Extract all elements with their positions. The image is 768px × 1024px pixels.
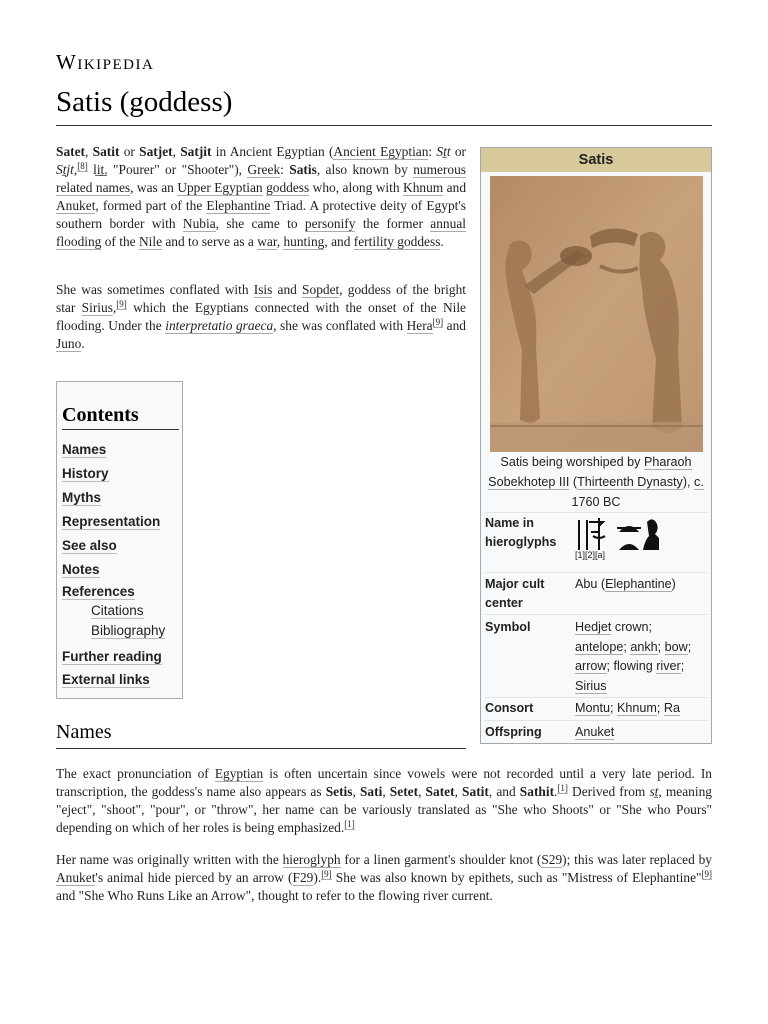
text: and	[443, 318, 466, 333]
bold-term: Satis	[289, 162, 317, 177]
text: :	[280, 162, 290, 177]
text: is often uncertain since vowels were not recorded until a very late period. In transcription, the goddess's name also appears as	[56, 766, 712, 799]
link-river[interactable]: river	[656, 659, 681, 673]
lead-paragraph-1: Satet, Satit or Satjet, Satjit in Ancient Egyptian (Ancient Egyptian: Sṯt or Sṯjt,[8] l͟i͟t. "Pourer" or "Shooter"), Greek: Satis, also known by numerous related names, was an Upper Egyptian goddess who, along with Khnum and Anuket, formed part of the Elephantine Triad. A protective deity of Egypt's southern border with Nubia, she came to personify the former annual flooding of the Nile and to serve as a war, hunting, and fertility goddess.	[56, 144, 467, 249]
text: ;	[623, 639, 631, 654]
toc-title: Contents	[62, 404, 179, 430]
text: who, along with	[309, 180, 404, 195]
text: She was also known by epithets, such as "Mistress of Elephantine"	[331, 870, 702, 885]
link-thirteenth-dynasty[interactable]: Thirteenth Dynasty	[577, 475, 683, 489]
link-greek[interactable]: Greek	[247, 162, 281, 177]
ref-9[interactable]: [9]	[116, 298, 127, 309]
text: , and	[488, 784, 520, 799]
wordmark-text: Wikipedia	[56, 50, 155, 74]
link-anuket[interactable]: Anuket	[56, 198, 96, 213]
text: ;	[656, 701, 664, 715]
bold-term: Setis	[325, 784, 353, 799]
label-symbol: Symbol	[485, 620, 531, 634]
text: Her name was originally written with the	[56, 852, 283, 867]
link-circa[interactable]: c.	[694, 475, 704, 489]
link-nubia[interactable]: Nubia	[182, 216, 216, 231]
title-divider	[56, 125, 712, 126]
value-offspring	[575, 723, 707, 743]
link-antelope[interactable]: antelope	[575, 639, 624, 654]
page-title: Satis (goddess)	[56, 86, 233, 118]
link-pharaoh[interactable]: Pharaoh	[643, 455, 692, 469]
section-heading-names: Names	[56, 721, 112, 743]
link-personify[interactable]: personify	[304, 216, 356, 231]
infobox	[480, 147, 712, 744]
infobox-row-divider	[485, 720, 707, 721]
link-egyptian[interactable]: Egyptian	[214, 766, 264, 781]
toc-item-see-also[interactable]: See also	[62, 538, 117, 553]
link-khnum[interactable]: Khnum	[617, 701, 657, 715]
bold-term: Satjet	[139, 144, 173, 159]
text: ,	[454, 784, 463, 799]
label-offspring: Offspring	[485, 725, 542, 739]
toc-item-references[interactable]: References	[62, 584, 135, 599]
text: or	[450, 144, 466, 159]
wikipedia-wordmark[interactable]	[56, 50, 154, 75]
link-nile[interactable]: Nile	[138, 234, 163, 249]
text: The exact pronunciation of	[56, 766, 215, 781]
text: and	[443, 180, 467, 195]
ref-9[interactable]: [9]	[701, 868, 712, 879]
link-sirius[interactable]: Sirius	[81, 300, 113, 315]
link-arrow[interactable]: arrow	[575, 659, 607, 673]
text: ;	[687, 639, 692, 654]
ref-1[interactable]: [1]	[344, 818, 355, 829]
text: the former	[355, 216, 431, 231]
infobox-caption	[485, 452, 707, 512]
text: ); this was later replaced by	[562, 852, 712, 867]
value-consort	[575, 699, 707, 719]
text: ;	[680, 659, 685, 673]
bold-term: Sati	[359, 784, 383, 799]
link-anuket[interactable]: Anuket	[56, 870, 96, 885]
text: , meaning "eject", "shoot", "pour", or "throw", her name can be variously translated as "She who Shoots" or "She who Pours" depending on which of her roles is being emphasized.	[56, 784, 712, 835]
text: l͟i͟t	[87, 162, 105, 177]
link-numerous-related-names[interactable]: numerous related names	[56, 162, 466, 195]
text: ,	[418, 784, 426, 799]
toc-subitem-bibliography[interactable]: Bibliography	[91, 623, 166, 638]
text: She was sometimes conflated with	[56, 282, 254, 297]
text: . "Pourer" or "Shooter"),	[104, 162, 248, 177]
ref-1[interactable]: [1]	[557, 782, 568, 793]
link-hunting[interactable]: hunting	[283, 234, 325, 249]
link-s29[interactable]: S29	[541, 852, 563, 867]
toc-item-representation[interactable]: Representation	[62, 514, 161, 529]
toc-item-names[interactable]: Names	[62, 442, 107, 457]
transliteration: Sṯjt	[56, 162, 74, 177]
link-upper-egyptian[interactable]: Upper Egyptian	[177, 180, 263, 195]
bold-term: Satit	[462, 784, 489, 799]
link-hedjet[interactable]: Hedjet	[575, 620, 612, 634]
text: which the Egyptians connected with the onset of the Nile flooding. Under the	[56, 300, 467, 333]
text: , and	[324, 234, 354, 249]
transliteration: Sṯt	[436, 144, 451, 159]
link-juno[interactable]: Juno	[56, 336, 82, 351]
text: :	[428, 144, 437, 159]
infobox-row-divider	[485, 572, 707, 573]
relief-image[interactable]	[490, 176, 703, 452]
text: 's animal hide pierced by an arrow (	[95, 870, 293, 885]
link-ra[interactable]: Ra	[663, 701, 681, 715]
toc-item-further-reading[interactable]: Further reading	[62, 649, 162, 664]
hieroglyph-refs[interactable]: [1][2][a]	[575, 550, 606, 560]
text: of the	[101, 234, 139, 249]
names-paragraph-1	[56, 765, 712, 837]
text: and to serve as a	[162, 234, 258, 249]
text: , she came to	[215, 216, 305, 231]
text: ; flowing	[606, 659, 657, 673]
link-elephantine[interactable]: Elephantine	[206, 198, 271, 213]
link-sobekhotep-iii[interactable]: Sobekhotep III	[488, 475, 570, 489]
text: Triad. A protective deity of Egypt's southern border with	[56, 198, 466, 231]
text: and	[272, 282, 303, 297]
infobox-row-divider	[485, 697, 707, 698]
text: in Ancient Egyptian (	[211, 144, 334, 159]
toc-item-external-links[interactable]: External links	[62, 672, 150, 687]
text: ),	[682, 475, 695, 489]
link-khnum[interactable]: Khnum	[403, 180, 444, 195]
text: ,	[382, 784, 390, 799]
text: ,	[352, 784, 360, 799]
link-ankh[interactable]: ankh	[630, 639, 658, 654]
text: ).	[313, 870, 322, 885]
transliteration: sṯ	[649, 784, 659, 799]
link-hera[interactable]: Hera	[406, 318, 433, 333]
link-elephantine[interactable]: Elephantine	[605, 577, 672, 591]
section-divider	[56, 748, 466, 749]
text: ;	[610, 701, 618, 715]
text: , also known by	[316, 162, 414, 177]
names-paragraph-2	[56, 851, 712, 905]
link-anuket[interactable]: Anuket	[575, 725, 615, 739]
lead-paragraph-2: She was sometimes conflated with Isis and Sopdet, goddess of the bright star Sirius,[9] which the Egyptians connected with the onset of the Nile flooding. Under the interpretatio graeca, she was conflated with Hera[9] and Juno.	[56, 282, 467, 351]
infobox-heading: Satis	[481, 148, 711, 172]
link-isis[interactable]: Isis	[253, 282, 273, 297]
text: .	[81, 336, 85, 351]
link-hieroglyph[interactable]: hieroglyph	[282, 852, 341, 867]
text: for a linen garment's shoulder knot (	[340, 852, 542, 867]
hieroglyphs-image	[575, 516, 667, 552]
text: 1760 BC	[571, 495, 621, 509]
bold-term: Setet	[389, 784, 419, 799]
text: and "She Who Runs Like an Arrow", thought to refer to the flowing river current.	[56, 888, 493, 903]
toc-item-myths[interactable]: Myths	[62, 490, 102, 505]
bold-term: Satjit	[180, 144, 212, 159]
bold-term: Sathit	[519, 784, 555, 799]
link-montu[interactable]: Montu	[575, 701, 611, 715]
link-sirius[interactable]: Sirius	[575, 678, 607, 693]
value-symbol	[575, 618, 707, 696]
bold-term: Satit	[92, 144, 120, 159]
toc-subitem-citations[interactable]: Citations	[91, 603, 144, 618]
text: .	[440, 234, 444, 249]
ref-8[interactable]: [8]	[77, 160, 88, 171]
link-f29[interactable]: F29	[292, 870, 314, 885]
text: Satis being worshiped by	[500, 455, 644, 469]
text: )	[671, 577, 676, 591]
link-fertility-goddess[interactable]: fertility goddess	[353, 234, 441, 249]
link-sopdet[interactable]: Sopdet	[302, 282, 340, 297]
text: Abu (	[575, 577, 606, 591]
text: .	[554, 784, 558, 799]
link-annual-flooding[interactable]: annual flooding	[56, 216, 466, 249]
text: Derived from	[567, 784, 650, 799]
text: ,	[276, 234, 284, 249]
label-name-in-hieroglyphs: Name in hieroglyphs	[485, 516, 557, 549]
label-consort: Consort	[485, 701, 534, 715]
link-interpretatio-graeca[interactable]: interpretatio graeca	[165, 318, 274, 333]
text: , was an	[130, 180, 178, 195]
link-war[interactable]: war	[257, 234, 277, 249]
text: or	[119, 144, 140, 159]
text: ;	[657, 639, 665, 654]
ref-9[interactable]: [9]	[321, 868, 332, 879]
ref-9[interactable]: [9]	[432, 316, 444, 327]
link-bow[interactable]: bow	[664, 639, 688, 654]
infobox-row-divider	[485, 512, 707, 513]
label-major-cult-center: Major cult center	[485, 577, 545, 610]
link-goddess[interactable]: goddess	[266, 180, 310, 195]
bold-term: Satet	[425, 784, 455, 799]
toc-item-notes[interactable]: Notes	[62, 562, 100, 577]
text: , formed part of the	[95, 198, 207, 213]
table-of-contents	[56, 381, 183, 699]
value-cult-center	[575, 575, 707, 595]
infobox-row-divider	[485, 614, 707, 615]
toc-item-history[interactable]: History	[62, 466, 109, 481]
bold-term: Satet	[56, 144, 86, 159]
link-ancient-egyptian[interactable]: Ancient Egyptian	[333, 144, 429, 159]
text: , she was conflated with	[273, 318, 407, 333]
text: , goddess of the bright star	[56, 282, 466, 315]
text: crown;	[611, 620, 652, 634]
text: (	[569, 475, 578, 489]
